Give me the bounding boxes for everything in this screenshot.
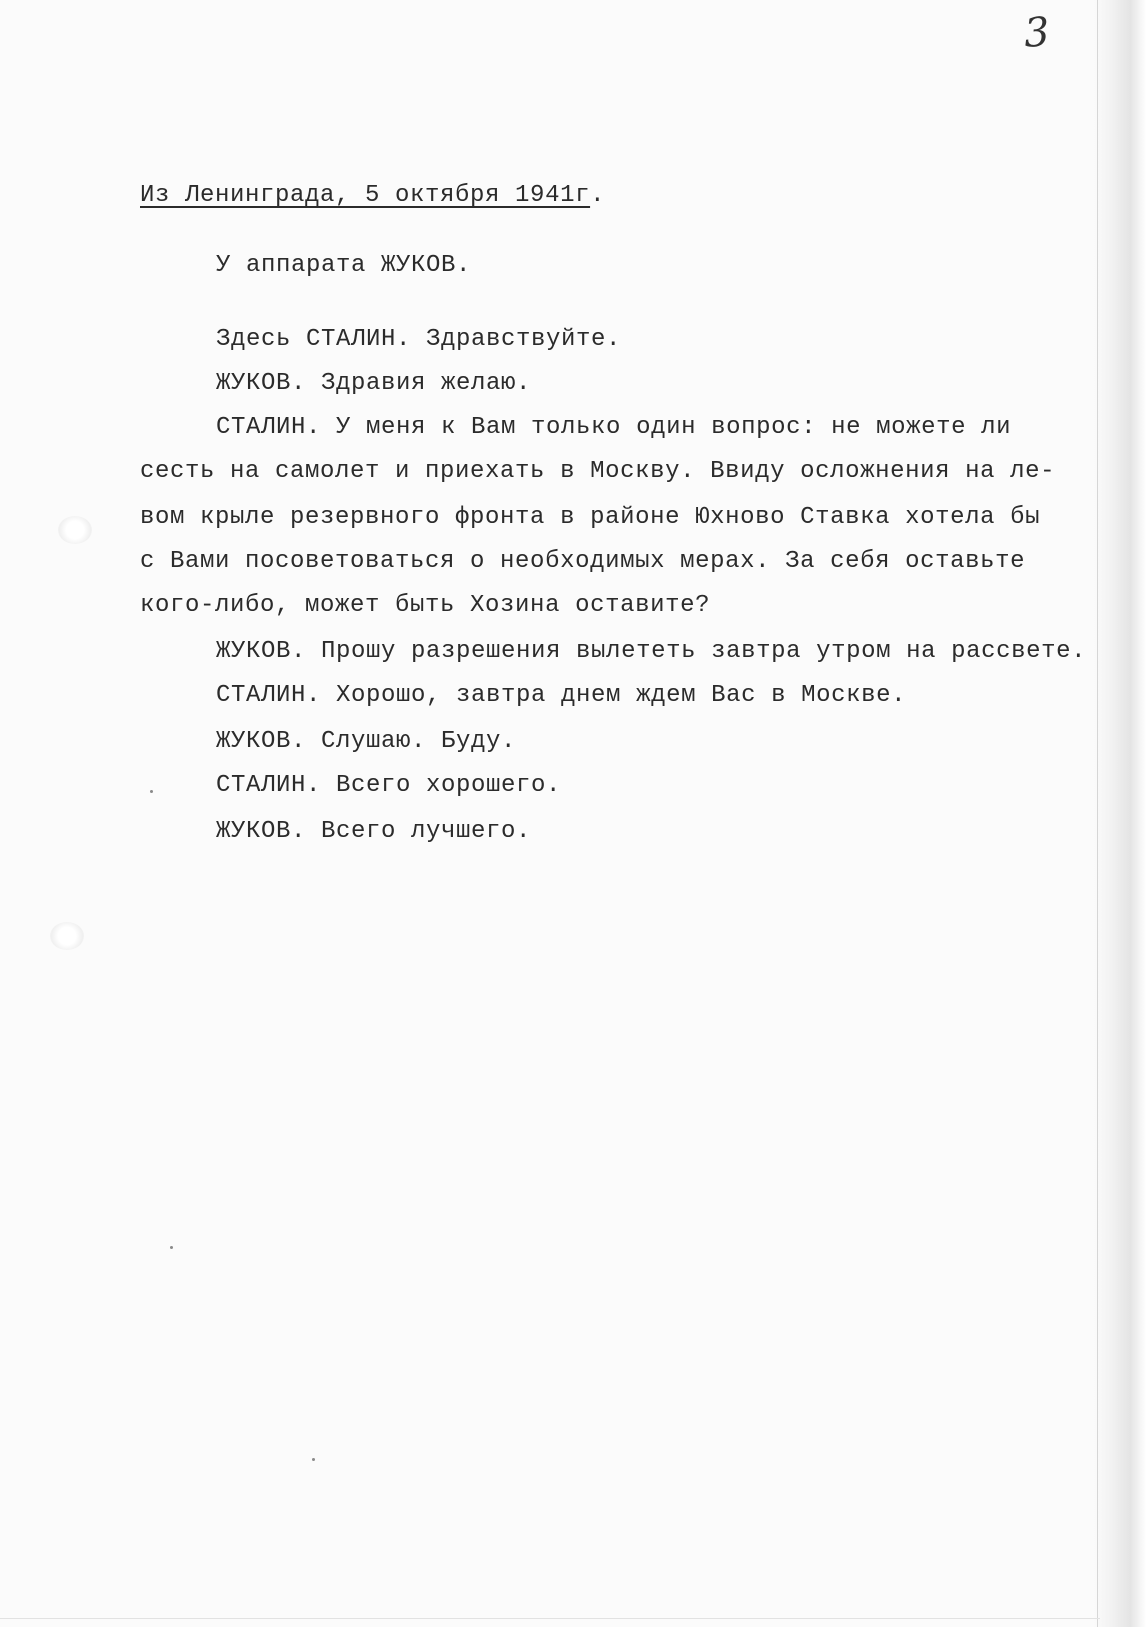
punch-hole-mark xyxy=(58,516,92,544)
stalin-question-line-3: вом крыле резервного фронта в районе Юхново Ставка хотела бы xyxy=(140,504,1041,531)
sheet-edge-shadow xyxy=(1094,0,1146,1627)
scan-speck xyxy=(150,790,153,793)
document-header xyxy=(140,182,605,209)
header-period: . xyxy=(590,182,606,209)
stalin-question-line-2: сесть на самолет и приехать в Москву. Ввиду осложнения на ле- xyxy=(140,458,1056,485)
sheet-edge-line xyxy=(1097,0,1098,1627)
sheet-bottom-edge xyxy=(0,1618,1100,1619)
header-date-line: Из Ленинграда, 5 октября 1941г xyxy=(140,182,591,209)
stalin-greeting-line: Здесь СТАЛИН. Здравствуйте. xyxy=(216,326,622,353)
stalin-farewell-line: СТАЛИН. Всего хорошего. xyxy=(216,772,562,799)
zhukov-confirm-line: ЖУКОВ. Слушаю. Буду. xyxy=(216,728,517,755)
punch-hole-mark xyxy=(50,922,84,950)
scan-speck xyxy=(170,1246,173,1249)
zhukov-farewell-line: ЖУКОВ. Всего лучшего. xyxy=(216,818,532,845)
stalin-question-line-1: СТАЛИН. У меня к Вам только один вопрос: не можете ли xyxy=(216,414,1012,441)
operator-line: У аппарата ЖУКОВ. xyxy=(216,252,472,279)
stalin-reply-line: СТАЛИН. Хорошо, завтра днем ждем Вас в Москве. xyxy=(216,682,907,709)
scan-speck xyxy=(312,1458,315,1461)
zhukov-request-line: ЖУКОВ. Прошу разрешения вылететь завтра утром на рассвете. xyxy=(216,638,1087,665)
zhukov-greeting-line: ЖУКОВ. Здравия желаю. xyxy=(216,370,532,397)
stalin-question-line-5: кого-либо, может быть Хозина оставите? xyxy=(140,592,711,619)
stalin-question-line-4: с Вами посоветоваться о необходимых мерах. За себя оставьте xyxy=(140,548,1026,575)
handwritten-page-number: 3 xyxy=(1022,9,1052,57)
